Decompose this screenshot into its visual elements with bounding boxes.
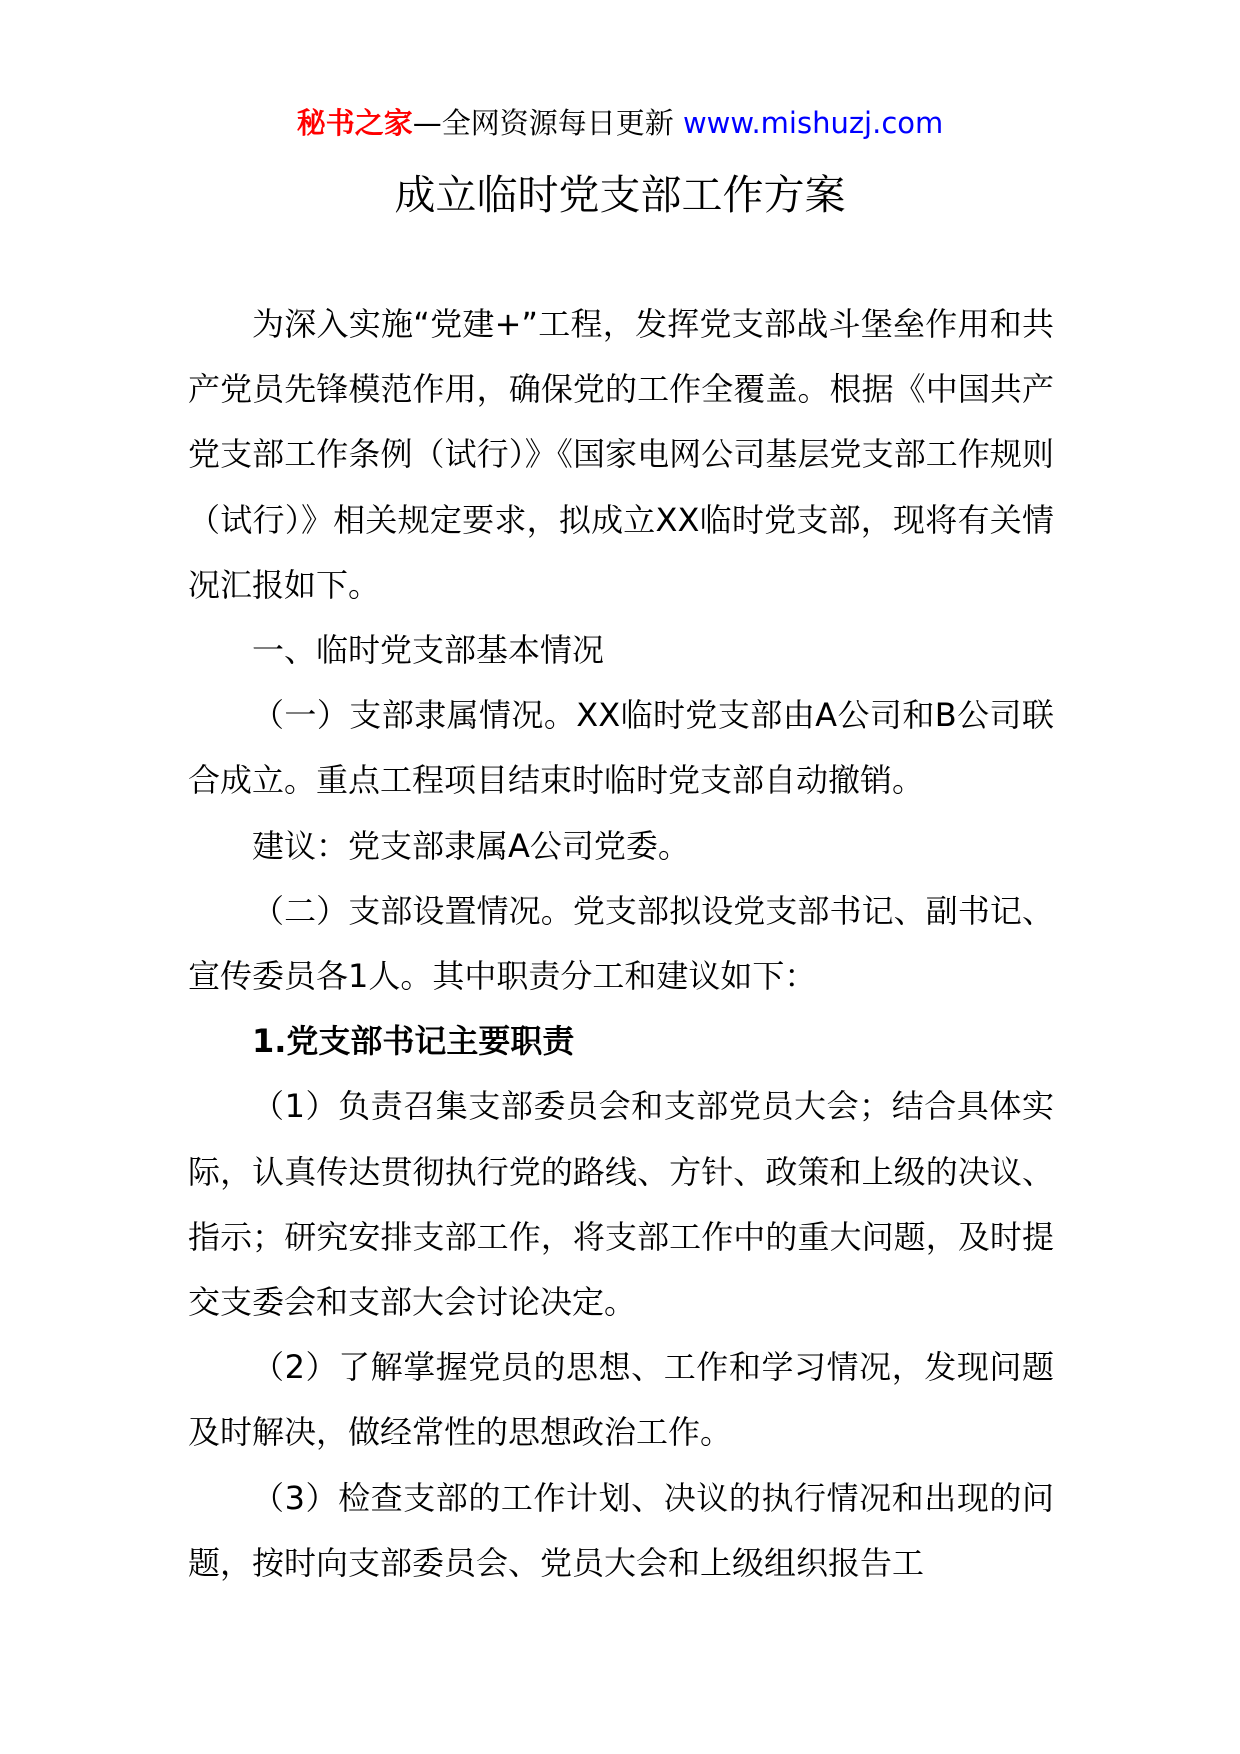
duty-item-1: （1）负责召集支部委员会和支部党员大会；结合具体实际，认真传达贯彻执行党的路线、方针、政策和上级的决议、指示；研究安排支部工作，将支部工作中的重大问题，及时提交支委会和支部大会讨论决定。 xyxy=(188,1087,1054,1322)
secretary-duties-heading: 1.党支部书记主要职责 xyxy=(252,1022,575,1061)
document-body xyxy=(188,292,1054,1596)
site-tagline: —全网资源每日更新 xyxy=(412,106,674,140)
duty-item-3: （3）检查支部的工作计划、决议的执行情况和出现的问题，按时向支部委员会、党员大会和上级组织报告工 xyxy=(188,1478,1054,1582)
section-heading-1: 一、临时党支部基本情况 xyxy=(252,631,605,670)
duty-item-2: （2）了解掌握党员的思想、工作和学习情况，发现问题及时解决，做经常性的思想政治工作。 xyxy=(188,1348,1054,1452)
brand-name: 秘书之家 xyxy=(296,106,413,140)
intro-paragraph: 为深入实施“党建+”工程，发挥党支部战斗堡垒作用和共产党员先锋模范作用，确保党的工作全覆盖。根据《中国共产党支部工作条例（试行）》《国家电网公司基层党支部工作规则（试行）》相关规定要求，拟成立XX临时党支部，现将有关情况汇报如下。 xyxy=(188,305,1054,604)
affiliation-suggestion: 建议：党支部隶属A公司党委。 xyxy=(252,826,690,865)
site-url-link[interactable]: www.mishuzj.com xyxy=(682,106,944,140)
subsection-setup: （二）支部设置情况。党支部拟设党支部书记、副书记、宣传委员各1人。其中职责分工和建议如下： xyxy=(188,891,1054,996)
document-title: 成立临时党支部工作方案 xyxy=(394,171,846,219)
site-header xyxy=(0,103,1240,143)
subsection-affiliation: （一）支部隶属情况。XX临时党支部由A公司和B公司联合成立。重点工程项目结束时临时党支部自动撤销。 xyxy=(188,696,1054,800)
